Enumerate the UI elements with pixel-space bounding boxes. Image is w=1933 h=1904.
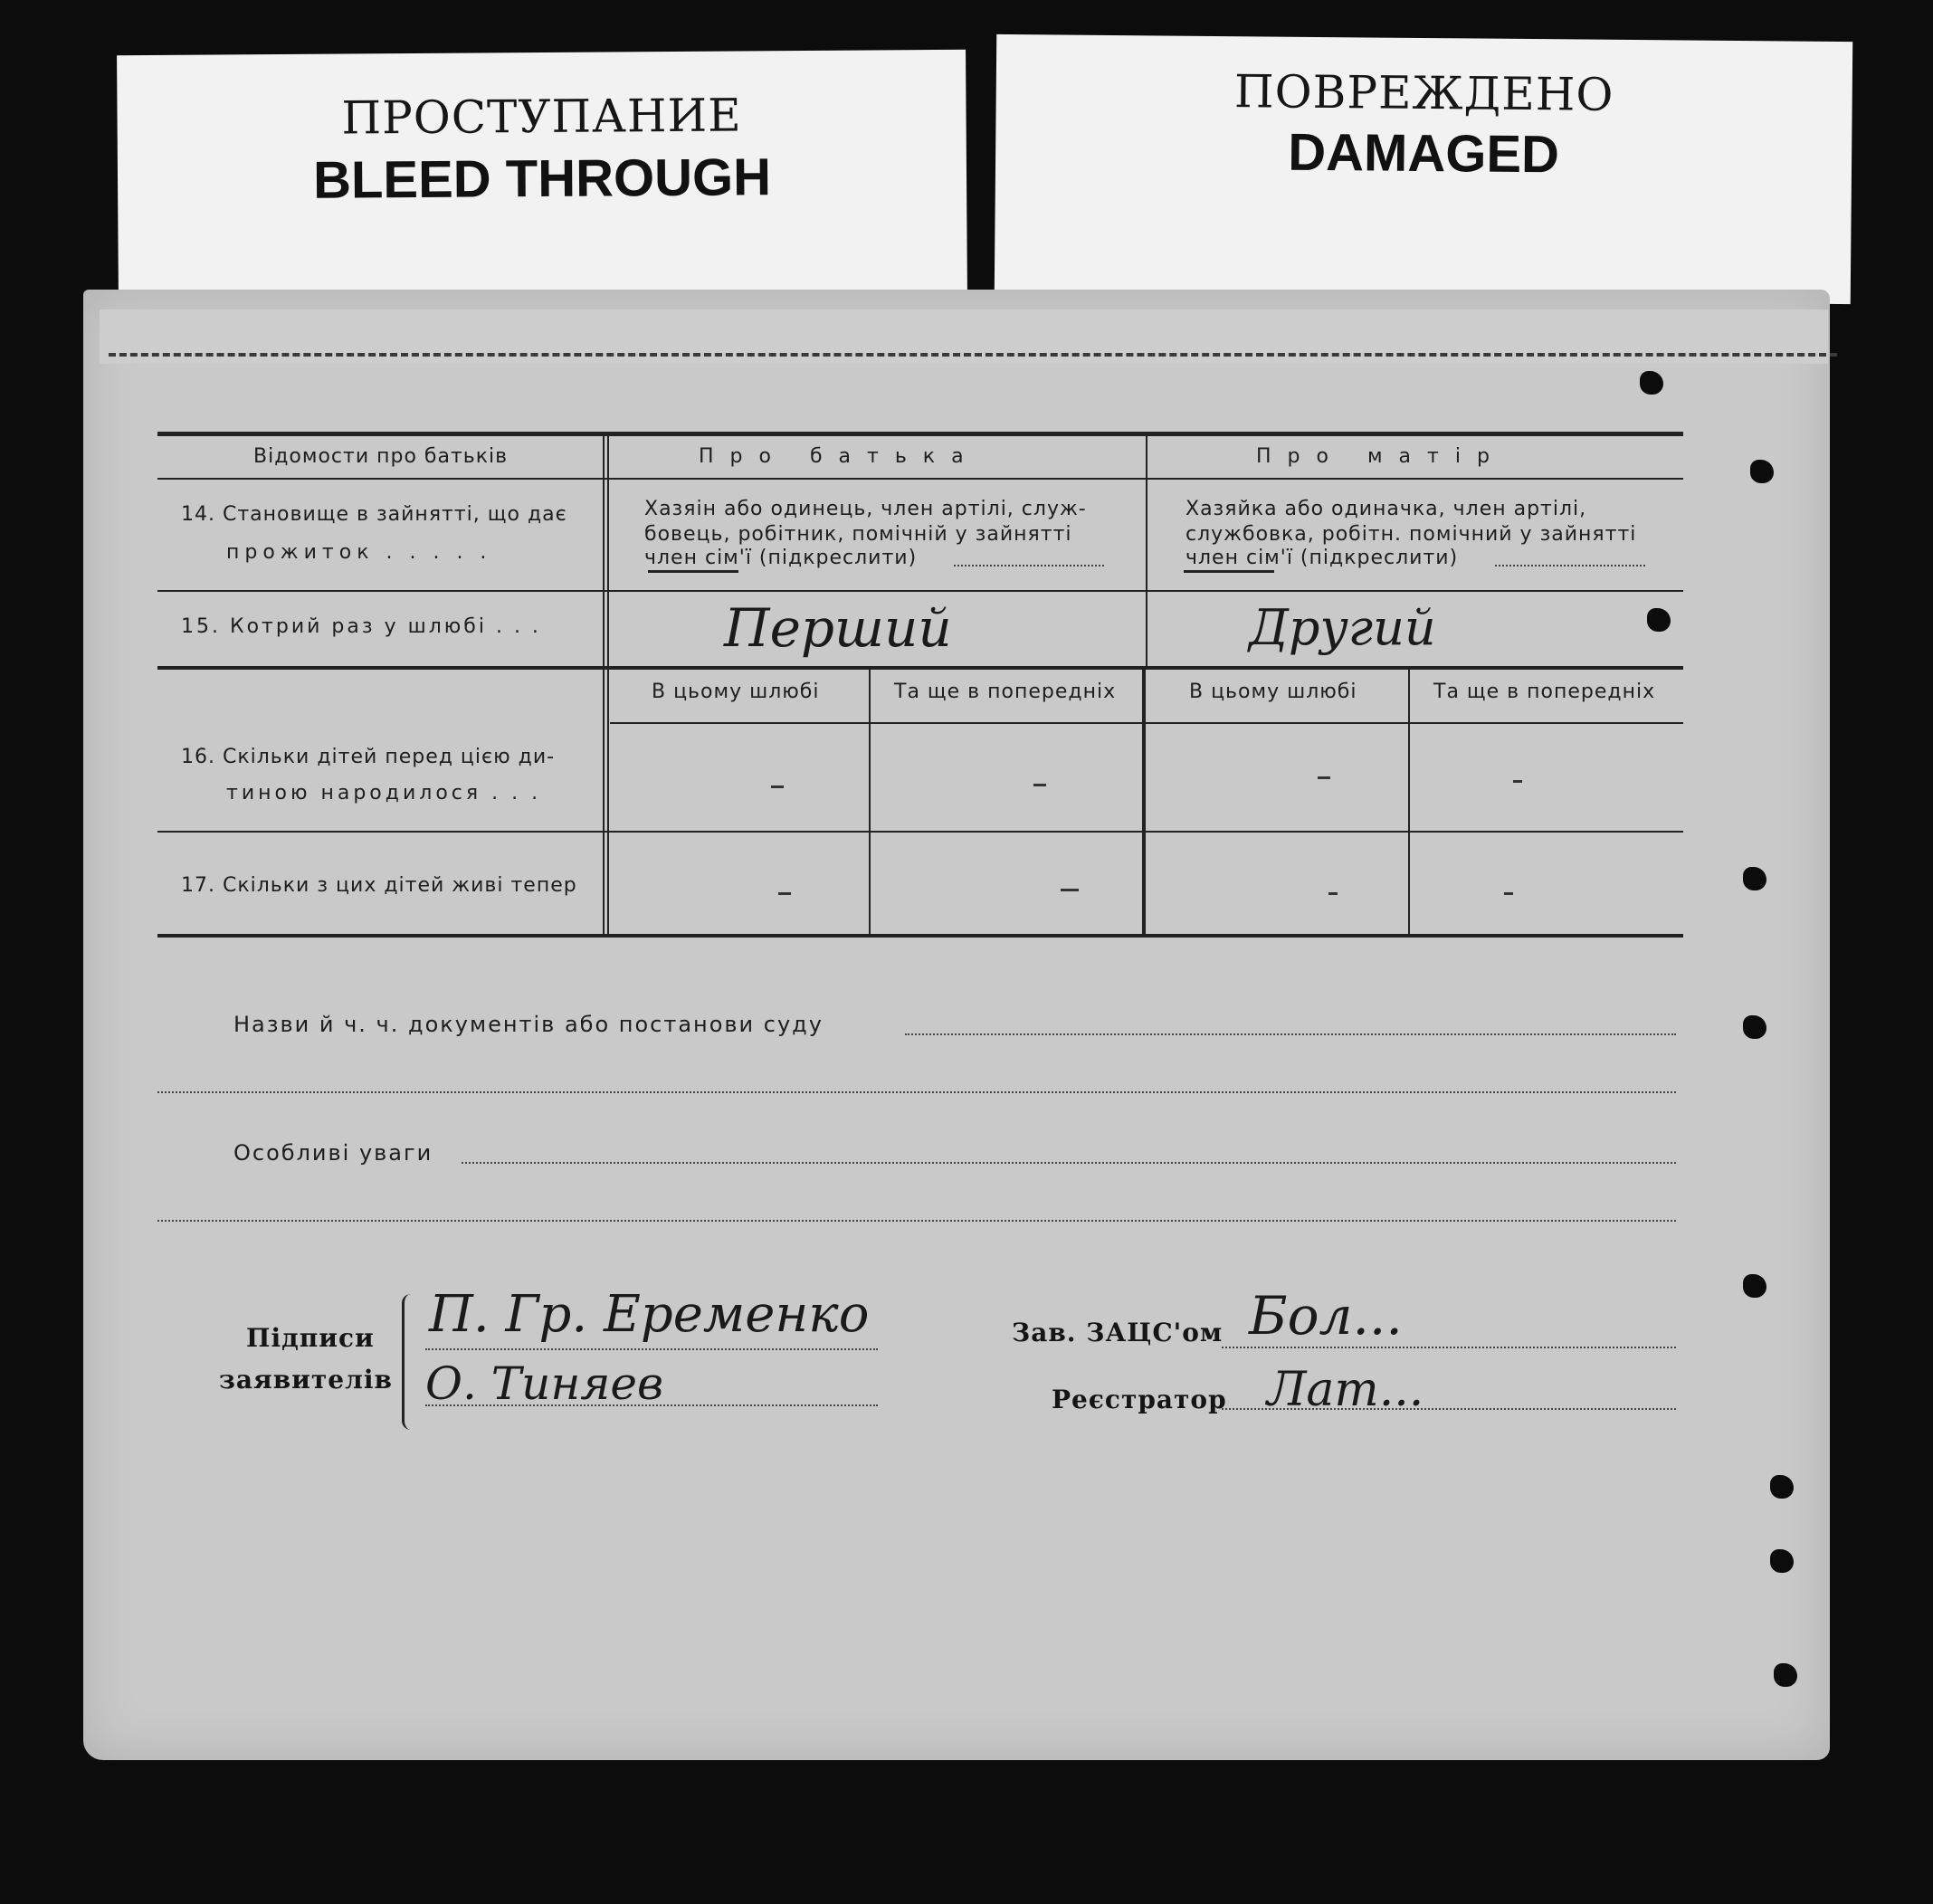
punch-hole (1743, 867, 1766, 890)
table-rule (157, 831, 1683, 833)
documents-label: Назви й ч. ч. документів або постанови суду (233, 1012, 824, 1037)
row14-father-line2: бовець, робітник, помічній у зайнятті (644, 523, 1072, 546)
damaged-ru: ПОВРЕЖДЕНО (1233, 65, 1614, 121)
row14-mother-line3: член сім'ї (підкреслити) (1186, 547, 1459, 569)
row17-value-dash (1328, 892, 1338, 895)
applicant-signature-2: О. Тиняев (425, 1357, 664, 1410)
damaged-card (995, 34, 1852, 304)
row14-father-line3: член сім'ї (підкреслити) (644, 547, 918, 569)
table-col-rule (1142, 670, 1146, 934)
header-father: Про батька (699, 445, 980, 468)
row15-mother-value: Другий (1249, 599, 1436, 656)
documents-dotline (157, 1091, 1676, 1093)
row14-father-line1: Хазяін або одинець, член артілі, служ- (644, 498, 1087, 520)
row15-father-value: Перший (724, 597, 952, 659)
punch-hole (1640, 371, 1663, 395)
row14-father-dotline (954, 565, 1104, 566)
row14-label-line2: прожиток . . . . . (226, 541, 492, 564)
row17-value-dash (778, 892, 791, 895)
table-col-rule (869, 670, 871, 934)
table-rule (610, 722, 1683, 724)
subheader-mother-previous: Та ще в попередніх (1433, 681, 1656, 703)
row16-value-dash (1318, 776, 1330, 779)
head-zags-signature: Бол... (1249, 1285, 1403, 1347)
signatures-label-line2: заявителів (219, 1365, 393, 1395)
row17-value-dash (1504, 892, 1513, 895)
header-parents-info: Відомости про батьків (253, 445, 509, 468)
row17-label: 17. Скільки з цих дітей живі тепер (181, 874, 577, 897)
applicant-signature-1: П. Гр. Еременко (429, 1285, 870, 1344)
header-mother: Про матір (1256, 445, 1506, 468)
head-zags-label: Зав. ЗАЦС'ом (1012, 1318, 1224, 1347)
table-rule-top (157, 432, 1683, 436)
table-col-rule (603, 436, 605, 934)
table-rule-bottom (157, 934, 1683, 938)
row15-label: 15. Котрий раз у шлюбі . . . (181, 615, 541, 638)
bleed-through-card (117, 50, 967, 300)
row16-value-dash (1033, 784, 1046, 786)
row16-value-dash (771, 785, 784, 788)
row16-label-line1: 16. Скільки дітей перед цією ди- (181, 746, 556, 768)
punch-hole (1774, 1663, 1797, 1687)
punch-hole (1647, 608, 1671, 632)
signatures-brace (402, 1294, 417, 1430)
subheader-father-previous: Та ще в попередніх (894, 681, 1117, 703)
table-col-rule (607, 436, 609, 934)
registrar-signature: Лат... (1267, 1363, 1424, 1417)
row17-value-dash (1061, 889, 1079, 891)
damaged-en: DAMAGED (1288, 122, 1560, 185)
row14-mother-dotline (1495, 565, 1645, 566)
subheader-father-current: В цьому шлюбі (652, 681, 820, 703)
punch-hole (1743, 1274, 1766, 1298)
row14-mother-underline (1184, 570, 1274, 573)
row16-label-line2: тиною народилося . . . (226, 782, 542, 804)
notes-label: Особливі уваги (233, 1140, 433, 1166)
table-col-rule (1146, 436, 1147, 666)
table-rule (157, 478, 1683, 480)
punch-hole (1770, 1549, 1794, 1573)
registrar-line (1222, 1408, 1676, 1410)
row14-father-underline (648, 570, 738, 573)
table-rule-thick (157, 666, 1683, 670)
signature-line-2 (425, 1404, 878, 1406)
documents-dotline (905, 1033, 1676, 1035)
row14-mother-line2: службовка, робітн. помічний у зайнятті (1186, 523, 1637, 546)
table-col-rule (1408, 670, 1410, 934)
bleed-through-ru: ПРОСТУПАНИЕ (341, 89, 742, 145)
head-zags-line (1222, 1347, 1676, 1348)
table-rule (157, 590, 1683, 592)
signatures-label-line1: Підписи (246, 1323, 375, 1353)
notes-dotline (462, 1162, 1676, 1164)
bleed-through-en: BLEED THROUGH (312, 148, 772, 210)
registrar-label: Реєстратор (1052, 1385, 1227, 1414)
row14-mother-line1: Хазяйка або одиначка, член артілі, (1186, 498, 1587, 520)
signature-line-1 (425, 1348, 878, 1350)
punch-hole (1743, 1015, 1766, 1039)
perforation-line (109, 353, 1837, 357)
row14-label-line1: 14. Становище в зайнятті, що дає (181, 503, 567, 526)
notes-dotline (157, 1220, 1676, 1222)
subheader-mother-current: В цьому шлюбі (1189, 681, 1357, 703)
punch-hole (1770, 1475, 1794, 1499)
row16-value-dash (1513, 780, 1522, 783)
punch-hole (1750, 460, 1774, 483)
